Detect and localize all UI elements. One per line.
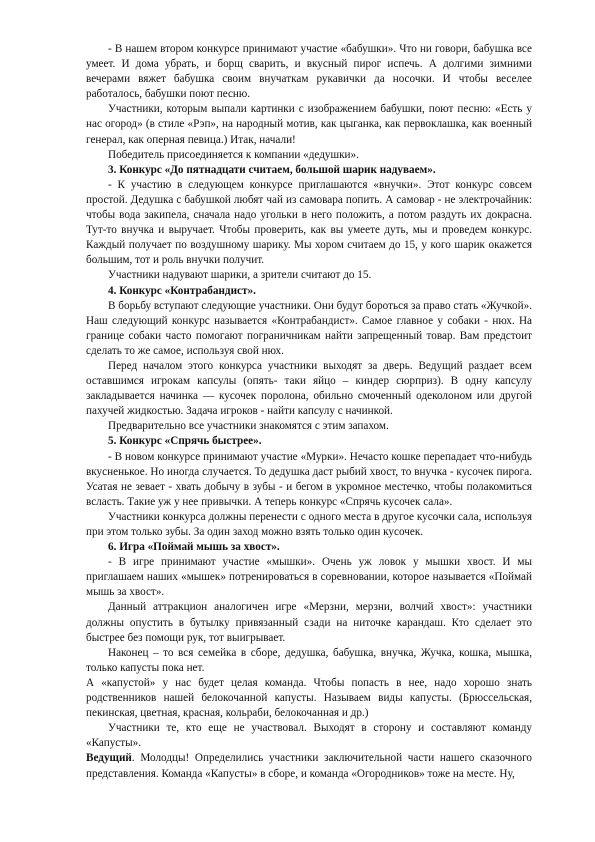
section-heading: 5. Конкурс «Спрячь быстрее». — [108, 435, 262, 448]
section-heading: 6. Игра «Поймай мышь за хвост». — [108, 541, 280, 554]
document-page — [86, 42, 532, 782]
paragraph: Данный аттракцион аналогичен игре «Мерзни, мерзни, волчий хвост»: участники должны опустить в бутылку привязанный сзади на ниточке карандаш. Кто сделает это быстрее без помощи рук, тот выигрывает. — [86, 601, 532, 644]
speaker-label: Ведущий — [86, 752, 132, 765]
paragraph: А «капустой» у нас будет целая команда. Чтобы попасть в нее, надо хорошо знать родственников нашей белокочанной капусты. Называем виды капусты. (Брюссельская, пекинская, цветная, красная, кольраби, белокочанная и др.) — [86, 676, 532, 720]
paragraph: Наконец – то вся семейка в сборе, дедушка, бабушка, внучка, Жучка, кошка, мышка, только капусты пока нет. — [86, 646, 532, 674]
paragraph: В борьбу вступают следующие участники. Они будут бороться за право стать «Жучкой». Наш следующий конкурс называется «Контрабандист». Самое главное у собаки - нюх. На границе собаки часто помогают пограничникам найти запрещенный товар. Вам предстоит сделать то же самое, используя свой нюх. — [86, 299, 532, 357]
section-heading: 3. Конкурс «До пятнадцати считаем, большой шарик надуваем». — [108, 163, 436, 176]
paragraph: Участники конкурса должны перенести с одного места в другое кусочки сала, используя при этом только зубы. За один заход можно взять только один кусочек. — [86, 510, 532, 538]
section-heading: 4. Конкурс «Контрабандист». — [108, 284, 256, 297]
paragraph: - В игре принимают участие «мышки». Очень уж ловок у мышки хвост. И мы приглашаем наших «мышек» потренироваться в соревновании, которое называется «Поймай мышь за хвост». — [86, 556, 532, 599]
paragraph: Победитель присоединяется к компании «дедушки». — [108, 148, 359, 161]
paragraph: - К участию в следующем конкурсе приглашаются «внучки». Этот конкурс совсем простой. Дедушка с бабушкой любят чай из самовара попить. А самовар - не электрочайник: чтобы вода закипела, сначала надо угольки в него положить, а потом раздуть их докрасна. Тут-то внучка и выручает. Чтобы проверить, как вы умеете дуть, мы и проведем конкурс. Каждый получает по воздушному шарику. Мы хором считаем до 15, у кого шарик окажется большим, тот и роль внучки получит. — [86, 178, 532, 267]
paragraph-text: . Молодцы! Определились участники заключительной части нашего сказочного представления. Команда «Капусты» в сборе, и команда «Огородников» тоже на месте. Ну, — [86, 752, 532, 780]
paragraph: Перед началом этого конкурса участники выходят за дверь. Ведущий раздает всем оставшимся игрокам капсулы (опять- таки яйцо – киндер сюрприз). В одну капсулу закладывается начинка — кусочек поролона, обильно смоченный одеколоном или другой пахучей жидкостью. Задача игроков - найти капсулу с начинкой. — [86, 359, 532, 418]
paragraph: - В новом конкурсе принимают участие «Мурки». Нечасто кошке перепадает что-нибудь вкусненькое. Но иногда случается. То дедушка даст рыбий хвост, то внучка - кусочек пирога. Усатая не зевает - хвать добычу в зубы - и бегом в укромное местечко, чтобы полакомиться всласть. Такие уж у нее привычки. А теперь конкурс «Спрячь кусочек сала». — [86, 450, 532, 508]
paragraph: Участники, которым выпали картинки с изображением бабушки, поют песню: «Есть у нас огород» (в стиле «Рэп», на народный мотив, как цыганка, как первоклашка, как военный генерал, как оперная певица.) Итак, начали! — [86, 103, 532, 146]
paragraph — [86, 751, 532, 781]
paragraph: Участники те, кто еще не участвовал. Выходят в сторону и составляют команду «Капусты». — [86, 722, 532, 750]
paragraph: - В нашем втором конкурсе принимают участие «бабушки». Что ни говори, бабушка все умеет. И дома убрать, и борщ сварить, и вкусный пирог испечь. А долгими зимними вечерами вяжет бабушка своим внучаткам рукавички да носочки. И чтобы веселее работалось, бабушки поют песню. — [86, 43, 532, 101]
paragraph: Участники надувают шарики, а зрители считают до 15. — [108, 269, 372, 282]
paragraph: Предварительно все участники знакомятся с этим запахом. — [108, 420, 389, 433]
